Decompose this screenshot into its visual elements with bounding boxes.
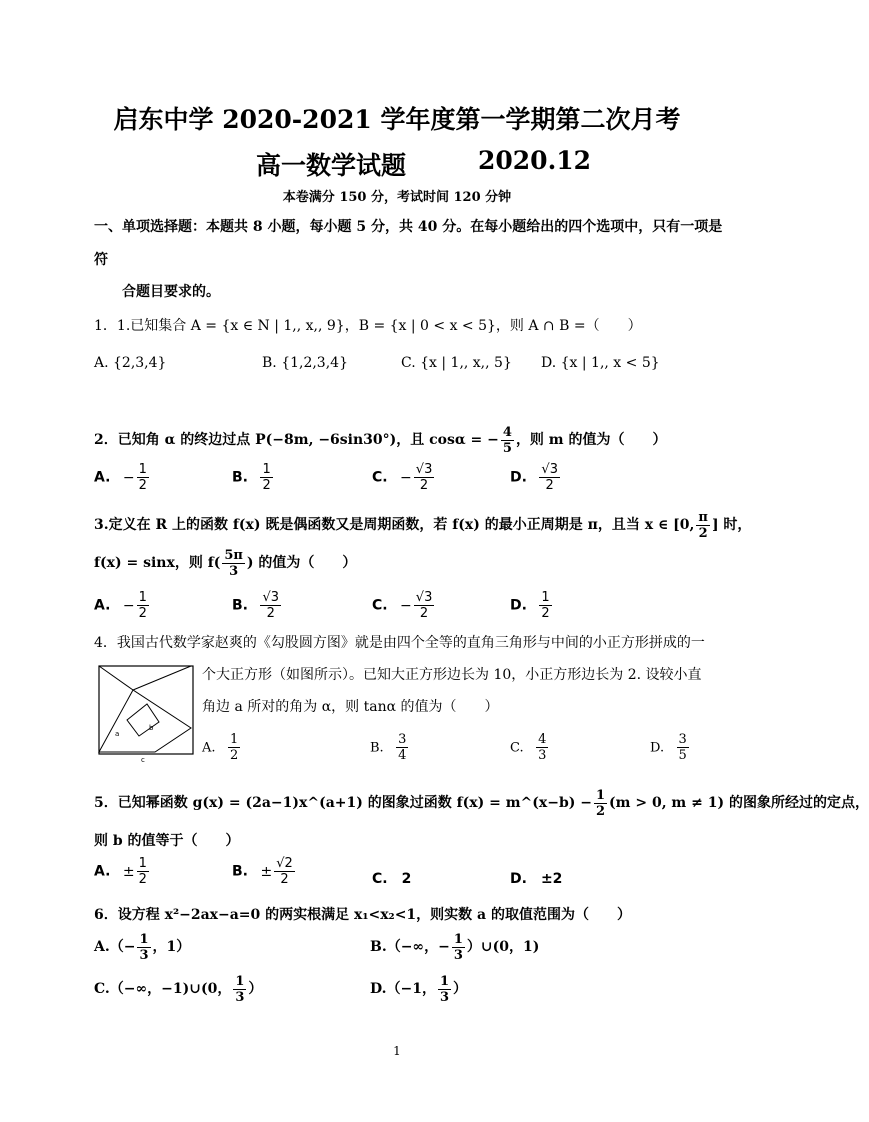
option-sign: − — [122, 597, 135, 614]
large-square — [99, 666, 193, 754]
option-label: A. — [94, 863, 111, 880]
fraction-numerator: 4 — [502, 424, 512, 440]
q5-stem-post: (m > 0, m ≠ 1) 的图象所经过的定点， — [609, 795, 869, 811]
fraction-denominator: 3 — [139, 947, 149, 963]
q1-option-a: A. {2,3,4} — [94, 355, 167, 371]
q5-stem-pre: 5．已知幂函数 g(x) = (2a−1)x^(a+1) 的图象过函数 f(x) = m^(x−b) − — [94, 795, 592, 811]
q3-option-b — [232, 590, 283, 621]
fraction-numerator: √3 — [262, 590, 280, 605]
q4-stem-line1: 4．我国古代数学家赵爽的《勾股圆方图》就是由四个全等的直角三角形与中间的小正方形拼成的一 — [94, 635, 705, 651]
option-post: ，1） — [152, 939, 191, 955]
option-label: B. — [232, 597, 248, 614]
fraction-numerator: 5π — [224, 547, 243, 563]
fraction-denominator: 2 — [138, 478, 147, 493]
fraction-numerator: 3 — [398, 732, 407, 747]
option-fraction — [438, 974, 451, 1005]
triangle-edge — [133, 666, 191, 690]
fraction-numerator: π — [698, 509, 708, 525]
q5-stem — [94, 786, 869, 820]
figure-label-a: a — [115, 730, 120, 738]
option-label: A. — [94, 597, 111, 614]
small-square — [127, 704, 159, 736]
option-pre: B.（−∞，− — [370, 939, 450, 955]
q4-stem-line2: 个大正方形（如图所示）。已知大正方形边长为 10，小正方形边长为 2. 设较小直 — [202, 667, 702, 683]
option-label: A. — [202, 740, 216, 756]
q3-stem-pre: f(x) = sinx，则 f( — [94, 555, 221, 571]
fraction-denominator: 3 — [453, 947, 463, 963]
option-label: C. — [510, 740, 524, 756]
fraction-denominator: 4 — [398, 748, 407, 763]
option-sign: − — [400, 597, 412, 614]
q6-option-b — [370, 930, 539, 964]
option-fraction — [233, 974, 246, 1005]
option-pre: A.（− — [94, 939, 136, 955]
q3-stem-fraction — [222, 548, 245, 579]
q1-option-c: C. {x | 1,, x,, 5} — [401, 355, 512, 371]
fraction-denominator: 3 — [440, 989, 450, 1005]
q2-stem-pre: 2．已知角 α 的终边过点 P(−8m, −6sin30°)，且 cosα = − — [94, 432, 499, 448]
q3-stem-line2 — [94, 546, 356, 580]
fraction-denominator: 2 — [419, 606, 429, 621]
fraction-numerator: 1 — [541, 590, 550, 605]
exam-date: 2020.12 — [478, 146, 592, 175]
q3-stem-post: ) 的值为（ ） — [246, 555, 357, 571]
option-sign: ± — [122, 863, 135, 880]
option-fraction — [452, 932, 465, 963]
option-post: ）∪(0，1) — [466, 939, 540, 955]
page-number: 1 — [393, 1044, 401, 1058]
q5-option-d: D. ±2 — [510, 871, 563, 887]
q5-option-a — [94, 856, 151, 887]
option-label: B. — [232, 863, 248, 880]
fraction-numerator: 1 — [229, 732, 239, 747]
option-label: C. — [372, 597, 388, 614]
option-label: D. — [650, 740, 665, 756]
q5-option-b — [232, 856, 297, 887]
option-sign: − — [400, 469, 412, 486]
option-label: B. — [370, 740, 384, 756]
fraction-numerator: 1 — [262, 462, 271, 477]
option-post: ） — [248, 981, 263, 997]
exam-subject: 高一数学试题 — [256, 151, 407, 180]
inner-triangles — [99, 690, 191, 752]
fraction-numerator: 4 — [538, 732, 547, 747]
q6-stem: 6．设方程 x²−2ax−a=0 的两实根满足 x₁<x₂<1，则实数 a 的取值范围为（ ） — [94, 907, 631, 923]
q2-stem-fraction — [501, 425, 514, 456]
q4-option-c — [510, 732, 550, 763]
q5-stem-line2: 则 b 的值等于（ ） — [94, 833, 240, 849]
option-fraction — [137, 462, 149, 493]
q3-stem-post: ] 时， — [711, 517, 752, 533]
fraction-numerator: √3 — [541, 462, 558, 477]
option-fraction — [137, 856, 149, 887]
fraction-numerator: √3 — [415, 590, 433, 605]
option-fraction — [414, 590, 435, 621]
option-fraction — [137, 932, 150, 963]
option-fraction — [260, 462, 272, 493]
q4-stem-line3: 角边 a 所对的角为 α，则 tanα 的值为（ ） — [202, 699, 499, 715]
exam-title: 启东中学 2020-2021 学年度第一学期第二次月考 — [113, 105, 681, 134]
fraction-denominator: 5 — [678, 748, 687, 763]
q5-option-c: C. 2 — [372, 871, 412, 887]
fraction-denominator: 2 — [138, 872, 147, 887]
q3-option-c — [372, 590, 436, 621]
triangle-edge — [99, 666, 133, 690]
fraction-numerator: 1 — [138, 856, 147, 871]
fraction-denominator: 2 — [262, 478, 271, 493]
fraction-denominator: 5 — [502, 440, 512, 456]
fraction-denominator: 2 — [266, 606, 275, 621]
option-fraction — [260, 590, 281, 621]
option-label: D. — [510, 597, 527, 614]
option-label: B. — [232, 469, 248, 486]
q4-option-d — [650, 732, 691, 763]
fraction-numerator: 1 — [440, 973, 450, 989]
option-label: A. — [94, 469, 111, 486]
fraction-denominator: 2 — [595, 803, 606, 819]
q3-option-a — [94, 590, 151, 621]
q6-option-d — [370, 972, 467, 1006]
option-pre: D.（−1， — [370, 981, 436, 997]
q2-option-d — [510, 462, 562, 493]
q1-stem: 1．1.已知集合 A = {x ∈ N | 1,, x,, 9}，B = {x | 0 < x < 5}，则 A ∩ B =（ ） — [94, 318, 642, 334]
option-fraction — [414, 462, 435, 493]
q2-option-a — [94, 462, 151, 493]
fraction-numerator: 1 — [595, 787, 606, 803]
q1-option-b: B. {1,2,3,4} — [262, 355, 348, 371]
q2-option-c — [372, 462, 436, 493]
figure-label-b: b — [149, 724, 154, 732]
option-sign: ± — [260, 863, 273, 880]
option-fraction — [396, 732, 408, 763]
fraction-denominator: 2 — [698, 525, 708, 541]
fraction-numerator: 1 — [453, 931, 463, 947]
q2-option-b — [232, 462, 275, 493]
fraction-numerator: 1 — [139, 931, 149, 947]
q2-stem — [94, 422, 667, 458]
option-fraction — [137, 590, 149, 621]
q4-option-b — [370, 732, 410, 763]
q6-option-c — [94, 972, 262, 1006]
q6-option-a — [94, 930, 190, 964]
q3-stem-line1 — [94, 508, 751, 542]
option-fraction — [539, 462, 560, 493]
fraction-numerator: 1 — [138, 590, 147, 605]
zhao-shuang-figure — [97, 664, 197, 764]
fraction-numerator: 1 — [138, 462, 147, 477]
fraction-denominator: 3 — [229, 563, 239, 579]
fraction-numerator: 1 — [235, 973, 245, 989]
q4-option-a — [202, 732, 242, 763]
fraction-denominator: 2 — [545, 478, 554, 493]
option-fraction — [274, 856, 295, 887]
q3-stem-fraction — [696, 510, 710, 541]
option-label: D. — [510, 469, 527, 486]
option-label: C. — [372, 469, 388, 486]
fraction-numerator: √3 — [415, 462, 433, 477]
fraction-denominator: 3 — [538, 748, 547, 763]
section-heading-cont2: 合题目要求的。 — [122, 284, 220, 300]
option-sign: − — [122, 469, 135, 486]
q1-option-d: D. {x | 1,, x < 5} — [541, 355, 660, 371]
fraction-denominator: 2 — [138, 606, 147, 621]
figure-label-c: c — [141, 756, 145, 764]
option-fraction — [228, 732, 240, 763]
option-pre: C.（−∞，−1)∪(0， — [94, 981, 232, 997]
fraction-denominator: 3 — [235, 989, 245, 1005]
fraction-denominator: 2 — [280, 872, 289, 887]
fraction-denominator: 2 — [541, 606, 550, 621]
option-fraction — [536, 732, 548, 763]
exam-info: 本卷满分 150 分，考试时间 120 分钟 — [282, 190, 512, 205]
fraction-numerator: 3 — [678, 732, 687, 747]
fraction-numerator: √2 — [276, 856, 293, 871]
q3-stem-pre: 3.定义在 R 上的函数 f(x) 既是偶函数又是周期函数，若 f(x) 的最小正周期是 π，且当 x ∈ [0, — [94, 517, 695, 533]
section-heading-cont: 符 — [94, 252, 108, 268]
option-fraction — [677, 732, 689, 763]
section-heading: 一、单项选择题：本题共 8 小题，每小题 5 分，共 40 分。在每小题给出的四个选项中，只有一项是 — [94, 219, 723, 235]
q3-option-d — [510, 590, 554, 621]
option-post: ） — [453, 981, 468, 997]
q5-stem-fraction — [594, 788, 607, 819]
fraction-denominator: 2 — [419, 478, 429, 493]
fraction-denominator: 2 — [229, 748, 239, 763]
option-fraction — [539, 590, 551, 621]
q2-stem-post: ，则 m 的值为（ ） — [515, 432, 667, 448]
